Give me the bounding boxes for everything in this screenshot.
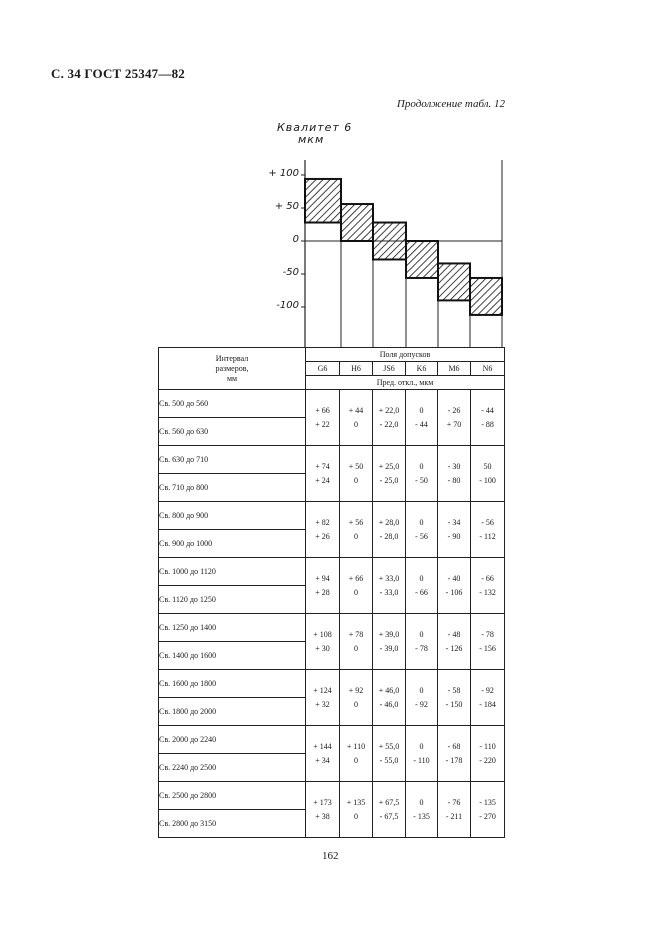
lower-deviation: - 55,0 — [379, 755, 399, 765]
deviation-cell-g6 — [306, 614, 340, 670]
upper-deviation: - 30 — [447, 461, 461, 471]
upper-deviation: 0 — [419, 797, 424, 807]
upper-deviation: + 25,0 — [378, 461, 400, 471]
lower-deviation: + 26 — [315, 531, 330, 541]
upper-deviation: + 28,0 — [378, 517, 400, 527]
lower-deviation: - 156 — [479, 643, 496, 653]
deviation-cell-h6 — [340, 726, 373, 782]
deviation-cell-m6 — [438, 614, 471, 670]
table-row — [159, 390, 505, 418]
upper-deviation: - 40 — [447, 573, 461, 583]
deviation-cell-k6 — [406, 390, 438, 446]
column-header-g6: G6 — [306, 362, 340, 376]
size-interval-cell: Св. 2000 до 2240 — [159, 726, 306, 754]
deviation-cell-m6 — [438, 502, 471, 558]
deviation-cell-g6 — [306, 446, 340, 502]
lower-deviation: + 38 — [315, 811, 330, 821]
deviation-cell-m6 — [438, 726, 471, 782]
table-row — [159, 502, 505, 530]
size-interval-cell: Св. 500 до 560 — [159, 390, 306, 418]
column-header-k6: K6 — [406, 362, 438, 376]
lower-deviation: - 270 — [479, 811, 496, 821]
interval-header-line-1: Интервал — [215, 353, 249, 363]
tolerance-field-n6 — [470, 278, 502, 315]
upper-deviation: + 50 — [348, 461, 364, 471]
upper-deviation: + 94 — [315, 573, 330, 583]
upper-deviation: + 39,0 — [378, 629, 400, 639]
lower-deviation: - 90 — [447, 531, 461, 541]
lower-deviation: - 106 — [445, 587, 463, 597]
upper-deviation: - 76 — [447, 797, 461, 807]
upper-deviation: + 56 — [348, 517, 364, 527]
upper-deviation: - 44 — [481, 405, 494, 415]
column-header-h6: H6 — [340, 362, 373, 376]
deviation-cell-n6 — [471, 446, 505, 502]
lower-deviation: 0 — [354, 755, 358, 765]
deviation-cell-k6 — [406, 502, 438, 558]
deviation-cell-js6 — [373, 614, 406, 670]
tolerance-field-g6 — [305, 179, 341, 223]
deviation-cell-n6 — [471, 670, 505, 726]
deviation-cell-n6 — [471, 502, 505, 558]
deviation-cell-g6 — [306, 670, 340, 726]
interval-header — [159, 348, 306, 390]
lower-deviation: - 110 — [413, 755, 430, 765]
lower-deviation: - 100 — [479, 475, 496, 485]
upper-deviation: 0 — [419, 517, 424, 527]
table-row — [159, 782, 505, 810]
upper-deviation: + 135 — [346, 797, 366, 807]
lower-deviation: - 88 — [481, 419, 494, 429]
lower-deviation: - 178 — [445, 755, 463, 765]
lower-deviation: + 22 — [315, 419, 330, 429]
deviation-cell-g6 — [306, 558, 340, 614]
upper-deviation: + 144 — [313, 741, 332, 751]
deviation-cell-k6 — [406, 726, 438, 782]
size-interval-cell: Св. 1250 до 1400 — [159, 614, 306, 642]
deviation-cell-js6 — [373, 670, 406, 726]
table-row — [159, 558, 505, 586]
lower-deviation: - 67,5 — [379, 811, 399, 821]
upper-deviation: + 44 — [348, 405, 364, 415]
upper-deviation: + 124 — [313, 685, 332, 695]
upper-deviation: + 55,0 — [378, 741, 400, 751]
upper-deviation: - 58 — [447, 685, 461, 695]
upper-deviation: + 82 — [315, 517, 330, 527]
tolerance-field-k6 — [406, 241, 438, 278]
size-interval-cell: Св. 800 до 900 — [159, 502, 306, 530]
lower-deviation: - 78 — [415, 643, 428, 653]
deviation-cell-h6 — [340, 782, 373, 838]
lower-deviation: - 80 — [447, 475, 461, 485]
column-header-n6: N6 — [471, 362, 505, 376]
lower-deviation: - 46,0 — [379, 699, 399, 709]
lower-deviation: - 39,0 — [379, 643, 399, 653]
lower-deviation: 0 — [354, 531, 358, 541]
size-interval-cell: Св. 710 до 800 — [159, 474, 306, 502]
deviation-cell-n6 — [471, 390, 505, 446]
y-axis-label: -50 — [282, 267, 299, 278]
lower-deviation: - 184 — [479, 699, 496, 709]
deviation-cell-h6 — [340, 558, 373, 614]
upper-deviation: - 66 — [481, 573, 494, 583]
upper-deviation: + 78 — [348, 629, 364, 639]
deviation-cell-g6 — [306, 726, 340, 782]
lower-deviation: - 220 — [479, 755, 496, 765]
size-interval-cell: Св. 900 до 1000 — [159, 530, 306, 558]
upper-deviation: 0 — [419, 405, 424, 415]
deviation-cell-h6 — [340, 390, 373, 446]
deviation-cell-g6 — [306, 502, 340, 558]
deviation-cell-n6 — [471, 614, 505, 670]
lower-deviation: - 22,0 — [379, 419, 399, 429]
lower-deviation: + 70 — [446, 419, 462, 429]
lower-deviation: - 50 — [415, 475, 428, 485]
upper-deviation: + 22,0 — [378, 405, 400, 415]
upper-deviation: 0 — [419, 573, 424, 583]
upper-deviation: + 33,0 — [378, 573, 400, 583]
lower-deviation: - 33,0 — [379, 587, 399, 597]
fields-header: Поля допусков — [306, 348, 505, 362]
upper-deviation: - 26 — [447, 405, 461, 415]
deviation-cell-h6 — [340, 670, 373, 726]
lower-deviation: + 32 — [315, 699, 330, 709]
deviation-cell-h6 — [340, 614, 373, 670]
deviation-cell-k6 — [406, 558, 438, 614]
lower-deviation: + 24 — [315, 475, 330, 485]
deviation-cell-k6 — [406, 446, 438, 502]
page-number: 162 — [322, 850, 339, 862]
lower-deviation: + 34 — [315, 755, 330, 765]
lower-deviation: 0 — [354, 587, 358, 597]
deviation-cell-js6 — [373, 390, 406, 446]
tolerance-field-js6 — [373, 223, 406, 260]
upper-deviation: - 68 — [447, 741, 461, 751]
deviation-cell-js6 — [373, 446, 406, 502]
lower-deviation: - 135 — [413, 811, 430, 821]
upper-deviation: - 78 — [481, 629, 494, 639]
upper-deviation: + 74 — [315, 461, 330, 471]
size-interval-cell: Св. 630 до 710 — [159, 446, 306, 474]
upper-deviation: + 108 — [313, 629, 332, 639]
upper-deviation: 0 — [419, 741, 424, 751]
deviation-cell-js6 — [373, 502, 406, 558]
deviation-cell-g6 — [306, 782, 340, 838]
upper-deviation: 0 — [419, 685, 424, 695]
deviation-cell-g6 — [306, 390, 340, 446]
deviation-cell-js6 — [373, 558, 406, 614]
column-header-js6: JS6 — [373, 362, 406, 376]
tolerance-field-m6 — [438, 263, 470, 300]
upper-deviation: - 92 — [481, 685, 494, 695]
lower-deviation: - 25,0 — [379, 475, 399, 485]
deviation-cell-js6 — [373, 726, 406, 782]
upper-deviation: + 92 — [348, 685, 364, 695]
y-axis-label: + 100 — [268, 168, 299, 179]
tolerance-field-h6 — [341, 204, 373, 241]
deviation-cell-m6 — [438, 446, 471, 502]
lower-deviation: 0 — [354, 475, 358, 485]
upper-deviation: + 67,5 — [378, 797, 400, 807]
upper-deviation: + 110 — [346, 741, 366, 751]
lower-deviation: - 28,0 — [379, 531, 399, 541]
deviation-cell-h6 — [340, 446, 373, 502]
deviation-cell-h6 — [340, 502, 373, 558]
y-axis-label: 0 — [292, 234, 299, 245]
continuation-caption: Продолжение табл. 12 — [396, 98, 505, 110]
size-interval-cell: Св. 2500 до 2800 — [159, 782, 306, 810]
column-header-m6: M6 — [438, 362, 471, 376]
deviation-cell-m6 — [438, 782, 471, 838]
lower-deviation: - 132 — [479, 587, 496, 597]
upper-deviation: 50 — [483, 461, 492, 471]
lower-deviation: + 30 — [315, 643, 330, 653]
table-row — [159, 446, 505, 474]
upper-deviation: - 135 — [479, 797, 496, 807]
deviation-cell-m6 — [438, 558, 471, 614]
lower-deviation: - 150 — [445, 699, 463, 709]
y-axis-label: -100 — [276, 300, 299, 311]
lower-deviation: 0 — [354, 699, 358, 709]
lower-deviation: - 92 — [415, 699, 428, 709]
lower-deviation: + 28 — [315, 587, 330, 597]
units-header: Пред. откл., мкм — [306, 376, 505, 390]
deviation-cell-k6 — [406, 614, 438, 670]
size-interval-cell: Св. 1800 до 2000 — [159, 698, 306, 726]
size-interval-cell: Св. 1000 до 1120 — [159, 558, 306, 586]
size-interval-cell: Св. 2800 до 3150 — [159, 810, 306, 838]
upper-deviation: + 173 — [313, 797, 332, 807]
size-interval-cell: Св. 1120 до 1250 — [159, 586, 306, 614]
lower-deviation: - 211 — [445, 811, 463, 821]
upper-deviation: + 66 — [348, 573, 364, 583]
size-interval-cell: Св. 560 до 630 — [159, 418, 306, 446]
upper-deviation: - 34 — [447, 517, 461, 527]
upper-deviation: - 48 — [447, 629, 461, 639]
deviation-cell-m6 — [438, 670, 471, 726]
diagram-unit-label: мкм — [298, 133, 325, 146]
deviation-table — [158, 347, 505, 838]
deviation-cell-k6 — [406, 670, 438, 726]
size-interval-cell: Св. 1400 до 1600 — [159, 642, 306, 670]
lower-deviation: - 112 — [479, 531, 496, 541]
lower-deviation: - 44 — [415, 419, 428, 429]
table-row — [159, 726, 505, 754]
upper-deviation: + 46,0 — [378, 685, 400, 695]
table-row — [159, 670, 505, 698]
lower-deviation: - 56 — [415, 531, 428, 541]
deviation-cell-n6 — [471, 558, 505, 614]
upper-deviation: 0 — [419, 461, 424, 471]
deviation-cell-k6 — [406, 782, 438, 838]
lower-deviation: 0 — [354, 643, 358, 653]
y-axis-label: + 50 — [274, 201, 299, 212]
lower-deviation: 0 — [354, 811, 358, 821]
upper-deviation: - 56 — [481, 517, 494, 527]
interval-header-line-3: мм — [226, 373, 238, 383]
deviation-cell-m6 — [438, 390, 471, 446]
size-interval-cell: Св. 1600 до 1800 — [159, 670, 306, 698]
table-row — [159, 614, 505, 642]
page-header: С. 34 ГОСТ 25347—82 — [51, 66, 185, 81]
deviation-cell-js6 — [373, 782, 406, 838]
size-interval-cell: Св. 2240 до 2500 — [159, 754, 306, 782]
diagram-quality-label: Квалитет 6 — [277, 121, 353, 134]
deviation-cell-n6 — [471, 782, 505, 838]
upper-deviation: + 66 — [315, 405, 330, 415]
lower-deviation: - 126 — [445, 643, 463, 653]
lower-deviation: - 66 — [415, 587, 428, 597]
upper-deviation: 0 — [419, 629, 424, 639]
upper-deviation: - 110 — [479, 741, 496, 751]
lower-deviation: 0 — [354, 419, 358, 429]
deviation-cell-n6 — [471, 726, 505, 782]
interval-header-line-2: размеров, — [215, 363, 249, 373]
